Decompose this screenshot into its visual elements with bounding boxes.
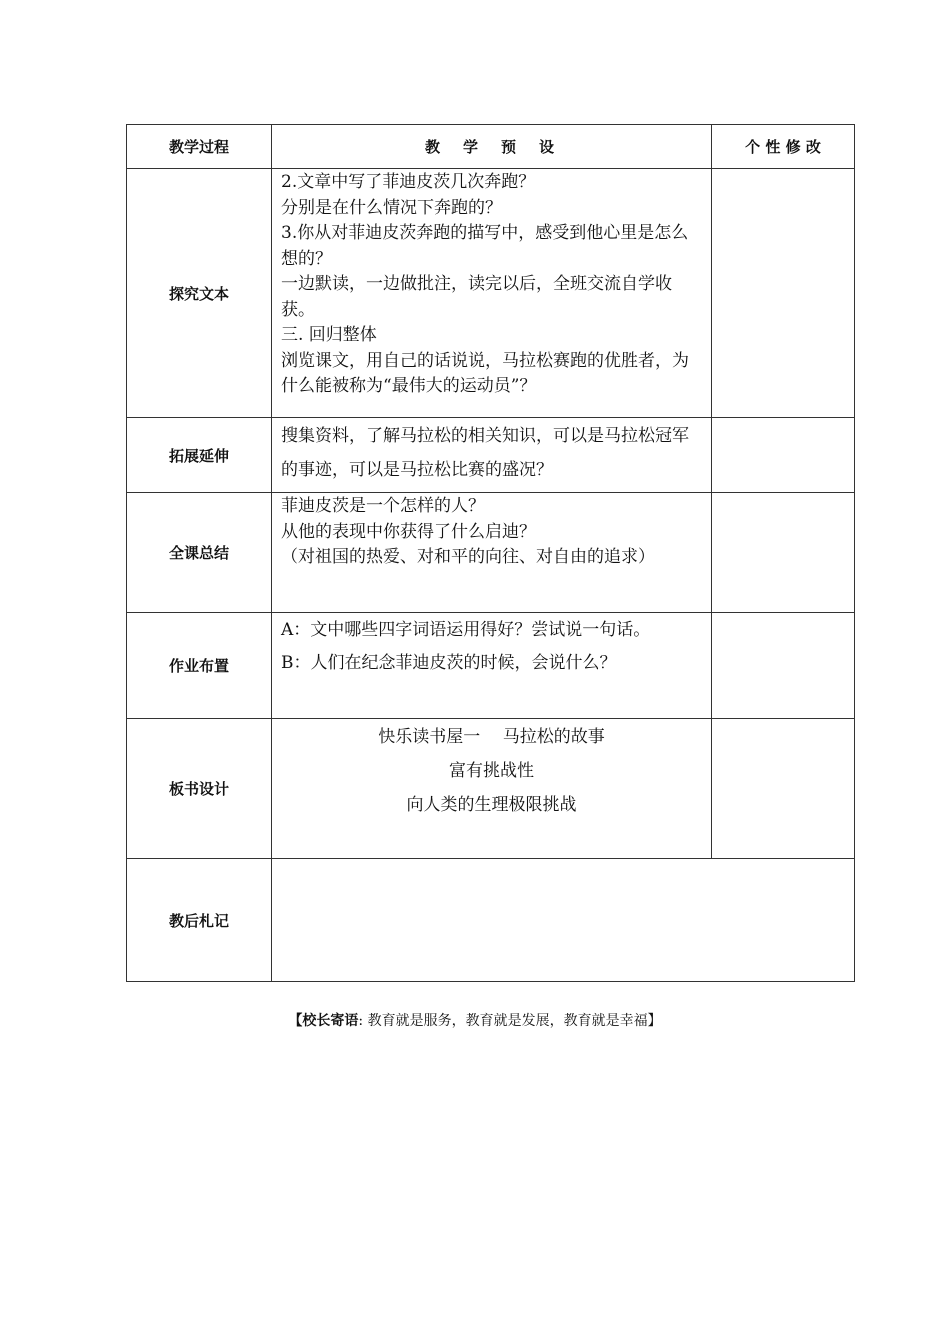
content-line: 一边默读，一边做批注，读完以后，全班交流自学收获。 xyxy=(281,274,672,320)
row-content-zongjie xyxy=(272,493,712,613)
row-label-jiaohou: 教后札记 xyxy=(127,859,272,982)
content-line: （对祖国的热爱、对和平的向往、对自由的追求） xyxy=(281,547,655,567)
principal-motto xyxy=(0,1010,950,1030)
header-revise: 个 性 修 改 xyxy=(712,125,855,169)
lesson-plan-table xyxy=(126,124,855,982)
row-content-tuozhan xyxy=(272,418,712,493)
row-label-zongjie: 全课总结 xyxy=(127,493,272,613)
row-label-banshu: 板书设计 xyxy=(127,719,272,859)
row-content-tanjiu xyxy=(272,169,712,418)
row-tuozhan xyxy=(127,418,855,493)
row-label-tanjiu: 探究文本 xyxy=(127,169,272,418)
header-row xyxy=(127,125,855,169)
row-tanjiu xyxy=(127,169,855,418)
content-line: 菲迪皮茨是一个怎样的人？ xyxy=(281,496,485,516)
content-line: 三. 回归整体 xyxy=(281,325,377,345)
motto-prefix: 【校长寄语 xyxy=(288,1013,359,1029)
row-jiaohou xyxy=(127,859,855,982)
row-zongjie xyxy=(127,493,855,613)
row-label-zuoye: 作业布置 xyxy=(127,613,272,719)
row-revise-zuoye xyxy=(712,613,855,719)
board-line: 富有挑战性 xyxy=(449,761,534,781)
board-line: 向人类的生理极限挑战 xyxy=(406,795,577,815)
motto-text: : 教育就是服务，教育就是发展，教育就是幸福】 xyxy=(358,1013,662,1029)
row-zuoye xyxy=(127,613,855,719)
row-content-zuoye xyxy=(272,613,712,719)
content-line: 3.你从对菲迪皮茨奔跑的描写中，感受到他心里是怎么想的？ xyxy=(281,223,689,269)
row-revise-tanjiu xyxy=(712,169,855,418)
row-content-jiaohou xyxy=(272,859,855,982)
content-line: 2.文章中写了菲迪皮茨几次奔跑？ xyxy=(281,172,536,192)
content-line: B：人们在纪念菲迪皮茨的时候，会说什么？ xyxy=(281,653,617,673)
header-process: 教学过程 xyxy=(127,125,272,169)
board-line: 快乐读书屋一 马拉松的故事 xyxy=(378,727,605,747)
header-design: 教 学 预 设 xyxy=(272,125,712,169)
content-line: 搜集资料，了解马拉松的相关知识，可以是马拉松冠军的事迹，可以是马拉松比赛的盛况？ xyxy=(281,426,689,480)
row-revise-banshu xyxy=(712,719,855,859)
content-line: 从他的表现中你获得了什么启迪？ xyxy=(281,521,536,542)
content-line: A：文中哪些四字词语运用得好？尝试说一句话。 xyxy=(281,620,651,640)
row-banshu xyxy=(127,719,855,859)
content-line: 浏览课文，用自己的话说说，马拉松赛跑的优胜者，为什么能被称为“最伟大的运动员”？ xyxy=(281,350,689,396)
content-line: 分别是在什么情况下奔跑的？ xyxy=(281,197,502,218)
row-revise-zongjie xyxy=(712,493,855,613)
row-label-tuozhan: 拓展延伸 xyxy=(127,418,272,493)
row-revise-tuozhan xyxy=(712,418,855,493)
row-content-banshu xyxy=(272,719,712,859)
